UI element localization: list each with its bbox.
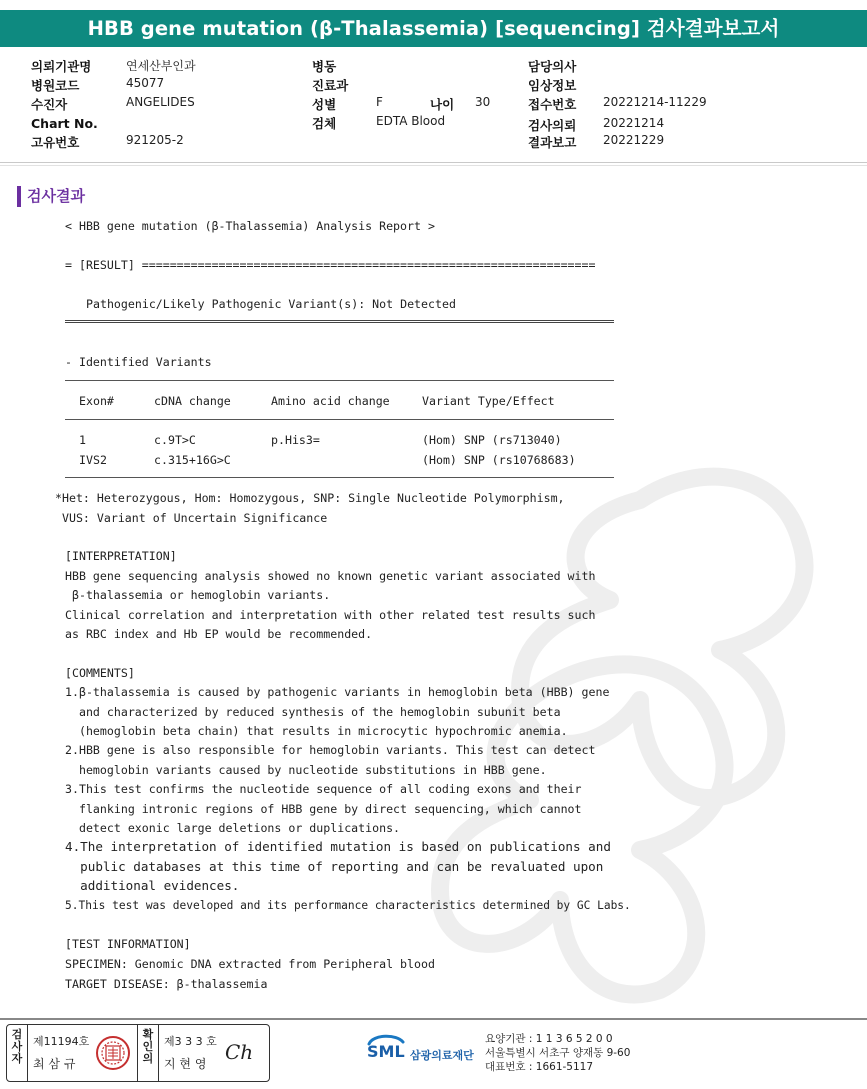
label-receipt-no: 접수번호 (528, 97, 577, 112)
report-title: HBB gene mutation (β-Thalassemia) [sequencing] 검사결과보고서 (87, 17, 780, 40)
examiner-license: 제11194호 (33, 1035, 90, 1048)
sml-logo (363, 1030, 483, 1070)
interpretation-line: β-thalassemia or hemoglobin variants. (65, 588, 331, 602)
row-exon: IVS2 (79, 453, 107, 467)
table-header-rule (65, 419, 614, 420)
label-specimen: 검체 (312, 116, 337, 131)
label-clinical-info: 임상정보 (528, 78, 577, 93)
comment-line: flanking intronic regions of HBB gene by direct sequencing, which cannot (65, 802, 582, 816)
interpretation-heading: [INTERPRETATION] (65, 549, 177, 563)
label-unique-id: 고유번호 (31, 135, 80, 150)
confirmer-license: 제3 3 3 호 (164, 1035, 217, 1048)
section-title: 검사결과 (27, 187, 85, 205)
report-title-bar (0, 10, 867, 47)
sml-logo-text: SML (367, 1042, 405, 1061)
examiner-label: 검사자 (11, 1028, 23, 1065)
info-divider (0, 162, 867, 163)
identified-variants-heading: - Identified Variants (65, 355, 212, 369)
confirmer-label: 확인의 (142, 1028, 154, 1065)
comment-line: (hemoglobin beta chain) that results in microcytic hypochromic anemia. (65, 724, 568, 738)
interpretation-line: HBB gene sequencing analysis showed no known genetic variant associated with (65, 569, 596, 583)
row-cdna: c.315+16G>C (154, 453, 231, 467)
value-hospital-code: 45077 (126, 76, 165, 90)
table-header-amino: Amino acid change (271, 394, 390, 408)
label-patient: 수진자 (31, 97, 68, 112)
table-bottom-rule (65, 477, 614, 478)
value-sex: F (376, 95, 383, 109)
label-age: 나이 (430, 97, 455, 112)
interpretation-line: Clinical correlation and interpretation with other related test results such (65, 608, 596, 622)
comment-line: hemoglobin variants caused by nucleotide substitutions in HBB gene. (65, 763, 547, 777)
result-header: = [RESULT] ================================================================= (65, 258, 596, 272)
org-code: 요양기관 : 1 1 3 6 5 2 0 0 (485, 1033, 613, 1045)
value-receipt-no: 20221214-11229 (603, 95, 707, 109)
comment-line: additional evidences. (65, 878, 240, 893)
comment-line: public databases at this time of reporting and can be revaluated upon (65, 859, 604, 874)
comment-line: and characterized by reduced synthesis of the hemoglobin subunit beta (65, 705, 561, 719)
label-request-date: 검사의뢰 (528, 118, 577, 133)
label-department: 진료과 (312, 78, 349, 93)
test-info-line: SPECIMEN: Genomic DNA extracted from Peripheral blood (65, 957, 435, 971)
comment-line: 5.This test was developed and its performance characteristics determined by GC Labs. (65, 899, 631, 912)
confirmer-label-cell (137, 1025, 159, 1081)
value-patient: ANGELIDES (126, 95, 195, 109)
signature-box (6, 1024, 270, 1082)
confirmer-signature: Ch (225, 1040, 254, 1064)
value-unique-id: 921205-2 (126, 133, 184, 147)
comment-line: 3.This test confirms the nucleotide sequence of all coding exons and their (65, 782, 582, 796)
org-contact-info (485, 1032, 630, 1074)
value-specimen: EDTA Blood (376, 114, 446, 128)
row-effect: (Hom) SNP (rs10768683) (422, 453, 576, 467)
comment-line: 4.The interpretation of identified mutation is based on publications and (65, 839, 611, 854)
label-sex: 성별 (312, 97, 337, 112)
footer-divider (0, 1018, 867, 1020)
comment-line: detect exonic large deletions or duplications. (65, 821, 401, 835)
official-seal-icon (95, 1035, 131, 1071)
label-requesting-institution: 의뢰기관명 (31, 59, 92, 74)
label-report-date: 결과보고 (528, 135, 577, 150)
comment-line: 1.β-thalassemia is caused by pathogenic variants in hemoglobin beta (HBB) gene (65, 685, 610, 699)
confirmer-name: 지 현 영 (164, 1057, 207, 1071)
row-exon: 1 (79, 433, 86, 447)
interpretation-line: as RBC index and Hb EP would be recommended. (65, 627, 373, 641)
examiner-name: 최 삼 규 (33, 1057, 76, 1071)
footnote-line: *Het: Heterozygous, Hom: Homozygous, SNP: Single Nucleotide Polymorphism, (55, 491, 565, 505)
footnote-line: VUS: Variant of Uncertain Significance (55, 511, 328, 525)
test-info-heading: [TEST INFORMATION] (65, 937, 191, 951)
org-address: 서울특별시 서초구 양재동 9-60 (485, 1047, 631, 1059)
value-age: 30 (475, 95, 491, 109)
examiner-label-cell (7, 1025, 28, 1081)
row-effect: (Hom) SNP (rs713040) (422, 433, 562, 447)
label-chart-no: Chart No. (31, 116, 98, 131)
table-header-cdna: cDNA change (154, 394, 231, 408)
value-request-date: 20221214 (603, 116, 665, 130)
org-phone: 대표번호 : 1661-5117 (485, 1061, 594, 1073)
row-cdna: c.9T>C (154, 433, 196, 447)
section-marker (17, 186, 21, 207)
report-heading: < HBB gene mutation (β-Thalassemia) Analysis Report > (65, 219, 435, 233)
label-ward: 병동 (312, 59, 337, 74)
table-top-rule (65, 380, 614, 381)
table-header-effect: Variant Type/Effect (422, 394, 555, 408)
row-amino: p.His3= (271, 433, 320, 447)
result-text: Pathogenic/Likely Pathogenic Variant(s): Not Detected (86, 297, 456, 311)
comments-heading: [COMMENTS] (65, 666, 135, 680)
table-header-exon: Exon# (79, 394, 114, 408)
comment-line: 2.HBB gene is also responsible for hemoglobin variants. This test can detect (65, 743, 596, 757)
value-report-date: 20221229 (603, 133, 665, 147)
org-name: 삼광의료재단 (410, 1049, 474, 1062)
info-divider-secondary (0, 165, 867, 166)
value-requesting-institution: 연세산부인과 (126, 59, 196, 73)
label-hospital-code: 병원코드 (31, 78, 80, 93)
result-rule (65, 320, 614, 323)
test-info-line: TARGET DISEASE: β-thalassemia (65, 977, 268, 991)
label-doctor: 담당의사 (528, 59, 577, 74)
